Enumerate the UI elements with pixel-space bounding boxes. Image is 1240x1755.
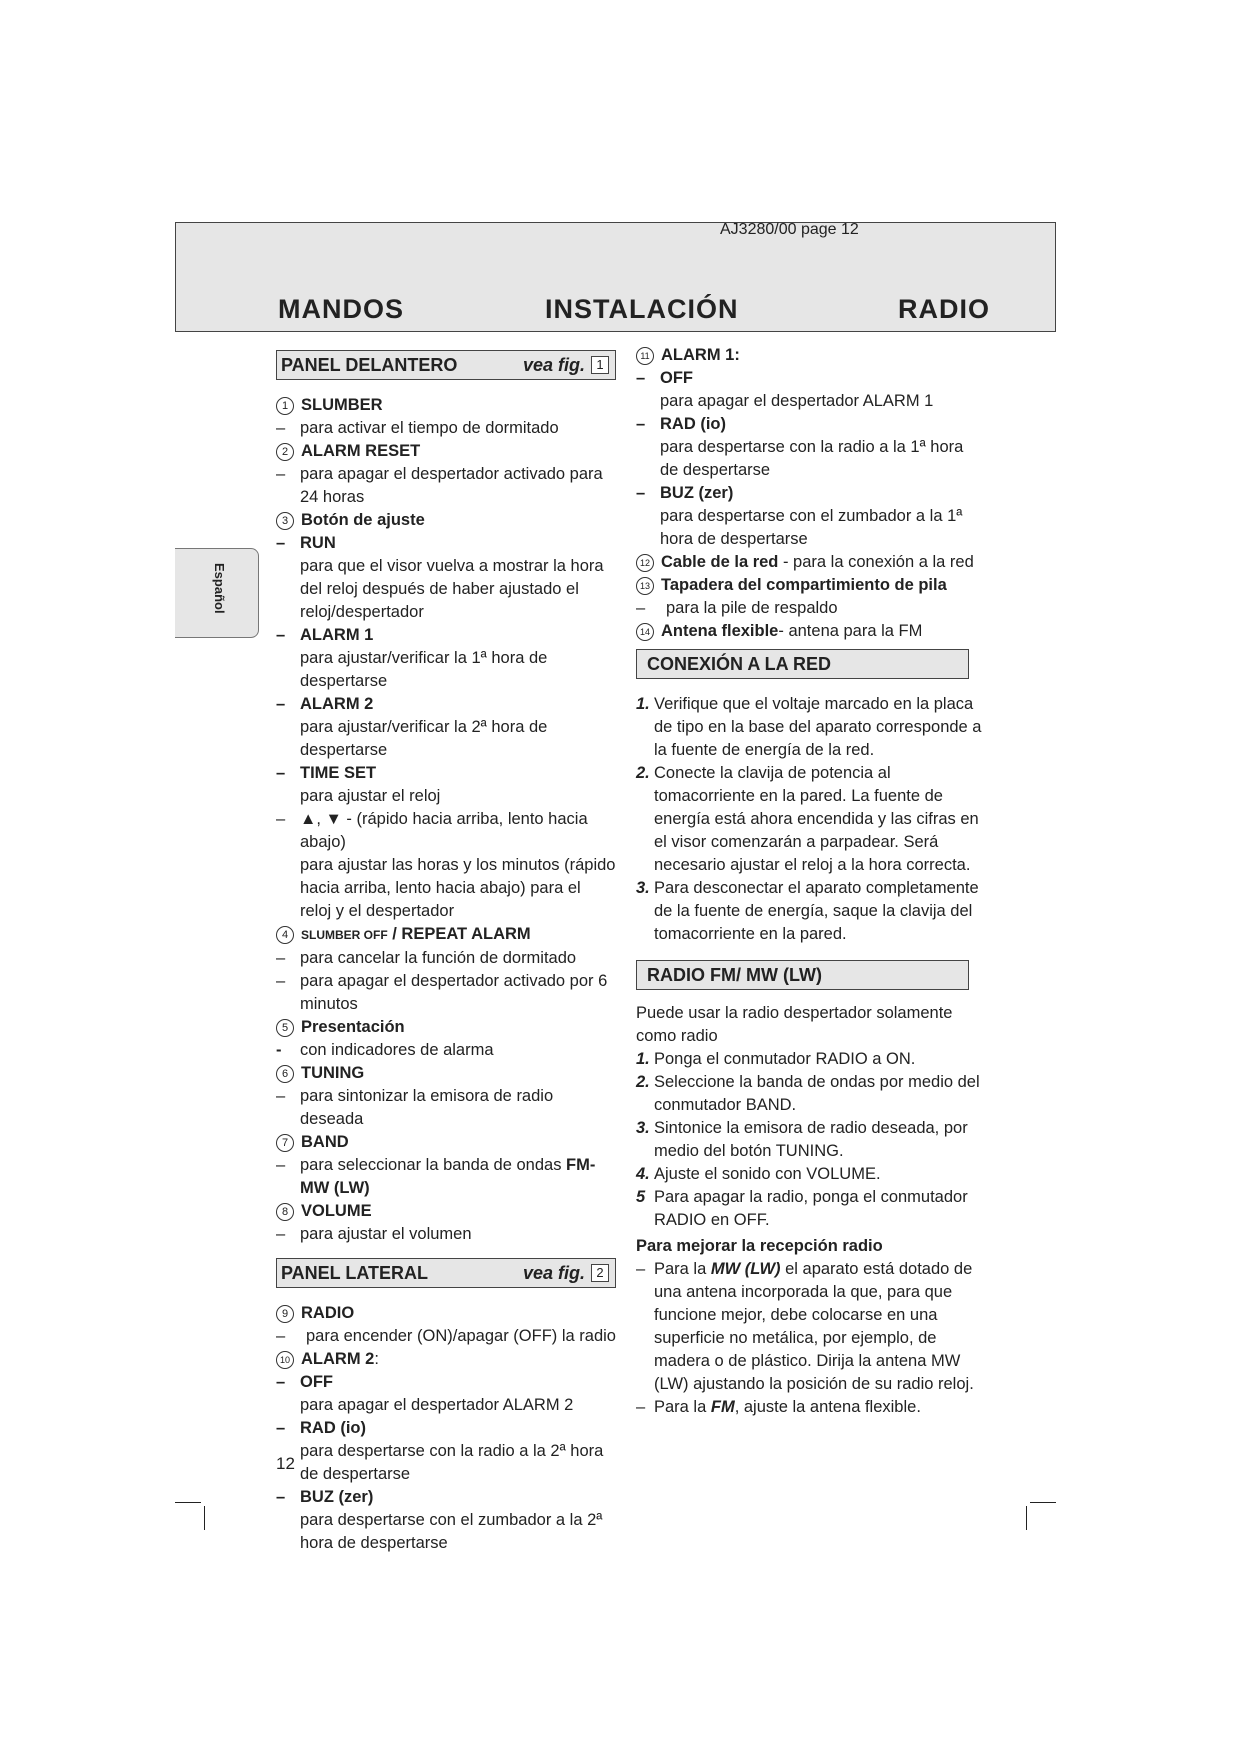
control-desc: - para la conexión a la red	[778, 553, 974, 571]
option-title: – RAD (io)	[636, 415, 726, 433]
option-title: – BUZ (zer)	[636, 484, 734, 502]
control-display	[276, 1016, 616, 1039]
control-desc: – para seleccionar la banda de ondas FM-MW (LW)	[276, 1156, 596, 1197]
option-title: – ▲, ▼ - (rápido hacia arriba, lento hacia abajo)	[276, 810, 588, 851]
option-title: – ALARM 1	[276, 626, 374, 644]
language-tab-label: Español	[212, 563, 227, 614]
control-desc: – para apagar el despertador activado por 6 minutos	[276, 972, 608, 1013]
callout-number: 4	[276, 926, 294, 944]
control-title: SLUMBER	[301, 396, 383, 414]
radio-intro: Puede usar la radio despertador solamente como radio	[636, 1004, 953, 1045]
side-panel-title: PANEL LATERAL	[281, 1262, 428, 1283]
page-number: 12	[276, 1454, 295, 1473]
option-title: – OFF	[276, 1373, 333, 1391]
control-battery-cover	[636, 574, 986, 597]
front-panel-title: PANEL DELANTERO	[281, 354, 458, 375]
control-title: ALARM RESET	[301, 442, 421, 460]
control-title: ALARM 2	[301, 1350, 375, 1368]
control-title: TUNING	[301, 1064, 365, 1082]
improve-reception-title: Para mejorar la recepción radio	[636, 1237, 883, 1255]
crop-mark	[204, 1506, 205, 1530]
control-title: SLUMBER OFF / REPEAT ALARM	[301, 925, 531, 943]
front-panel-heading	[276, 350, 616, 380]
option-desc: para despertarse con el zumbador a la 2ª hora de despertarse	[300, 1511, 603, 1552]
option-title: – RUN	[276, 534, 336, 552]
front-panel-fig-ref	[523, 354, 609, 377]
left-column	[276, 350, 616, 1555]
option-title: – ALARM 2	[276, 695, 374, 713]
reception-tip-mw: – Para la MW (LW) el aparato está dotado de una antena incorporada la que, para que funcione mejor, debe colocarse en una superficie no metálica, por ejemplo, de madera o de plástico. Dirija la antena MW (LW) ajustando la posición de su radio reloj.	[636, 1260, 974, 1393]
fig-number: 2	[591, 1264, 609, 1282]
mains-step: 1. Verifique que el voltaje marcado en la placa de tipo en la base del aparato corresponde a la fuente de energía de la red.	[636, 695, 982, 759]
fig-label: vea fig.	[522, 354, 585, 375]
option-desc: para que el visor vuelva a mostrar la hora del reloj después de haber ajustado el reloj/despertador	[300, 557, 604, 621]
control-desc: – para activar el tiempo de dormitado	[276, 419, 559, 437]
crop-mark	[175, 1502, 201, 1503]
control-desc: – para ajustar el volumen	[276, 1225, 472, 1243]
job-reference: AJ3280/00 page 12	[720, 221, 859, 238]
control-desc: – para encender (ON)/apagar (OFF) la radio	[276, 1327, 616, 1345]
callout-number: 14	[636, 623, 654, 641]
mains-step: 3. Para desconectar el aparato completamente de la fuente de energía, saque la clavija del tomacorriente en la pared.	[636, 879, 979, 943]
control-desc: – para cancelar la función de dormitado	[276, 949, 577, 967]
option-desc: para apagar el despertador ALARM 2	[300, 1396, 574, 1414]
header-radio: RADIO	[898, 294, 990, 324]
radio-step: 4. Ajuste el sonido con VOLUME.	[636, 1165, 881, 1183]
control-desc: - con indicadores de alarma	[276, 1041, 494, 1059]
crop-mark	[1030, 1502, 1056, 1503]
mains-step: 2. Conecte la clavija de potencia al tomacorriente en la pared. La fuente de energía está ahora encendida y las cifras en el visor comenzarán a parpadear. Será necesario ajustar el reloj a la hora correcta.	[636, 764, 979, 874]
control-antenna	[636, 620, 986, 643]
callout-number: 13	[636, 577, 654, 595]
crop-mark	[1026, 1506, 1027, 1530]
callout-number: 2	[276, 443, 294, 461]
control-adjust-button	[276, 509, 616, 532]
callout-number: 11	[636, 347, 654, 365]
option-title: – TIME SET	[276, 764, 377, 782]
control-title: RADIO	[301, 1304, 355, 1322]
control-tuning	[276, 1062, 616, 1085]
option-desc: para ajustar/verificar la 2ª hora de despertarse	[300, 718, 548, 759]
option-title: – RAD (io)	[276, 1419, 366, 1437]
reception-tip-fm: – Para la FM, ajuste la antena flexible.	[636, 1398, 921, 1416]
control-slumber-off	[276, 923, 616, 947]
language-tab	[175, 548, 259, 638]
control-desc: – para la pile de respaldo	[636, 599, 838, 617]
control-alarm-reset	[276, 440, 616, 463]
control-title: Antena flexible	[661, 622, 779, 640]
option-desc: para ajustar/verificar la 1ª hora de despertarse	[300, 649, 548, 690]
mains-title: CONEXIÓN A LA RED	[647, 653, 832, 674]
control-desc: – para apagar el despertador activado para 24 horas	[276, 465, 603, 506]
side-panel-fig-ref	[523, 1262, 609, 1285]
control-radio	[276, 1302, 616, 1325]
option-desc: para despertarse con la radio a la 2ª hora de despertarse	[300, 1442, 604, 1483]
control-volume	[276, 1200, 616, 1223]
control-title: Cable de la red	[661, 553, 779, 571]
right-column	[636, 344, 986, 1419]
control-power-cable	[636, 551, 986, 574]
mains-heading	[636, 649, 969, 679]
control-band	[276, 1131, 616, 1154]
control-desc: - antena para la FM	[778, 622, 923, 640]
callout-number: 1	[276, 397, 294, 415]
option-desc: para despertarse con el zumbador a la 1ª hora de despertarse	[660, 507, 963, 548]
fig-number: 1	[591, 356, 609, 374]
control-slumber	[276, 394, 616, 417]
callout-number: 10	[276, 1351, 294, 1369]
side-panel-heading	[276, 1258, 616, 1288]
header-mandos: MANDOS	[278, 294, 404, 324]
control-title: Tapadera del compartimiento de pila	[661, 576, 947, 594]
control-title: ALARM 1:	[661, 346, 740, 364]
option-desc: para despertarse con la radio a la 1ª hora de despertarse	[660, 438, 964, 479]
callout-number: 9	[276, 1305, 294, 1323]
option-desc: para ajustar las horas y los minutos (rápido hacia arriba, lento hacia abajo) para el reloj y el despertador	[300, 856, 616, 920]
control-title: BAND	[301, 1133, 349, 1151]
radio-step: 3. Sintonice la emisora de radio deseada, por medio del botón TUNING.	[636, 1119, 968, 1160]
radio-step: 1. Ponga el conmutador RADIO a ON.	[636, 1050, 916, 1068]
callout-number: 3	[276, 512, 294, 530]
callout-number: 12	[636, 554, 654, 572]
option-title: – BUZ (zer)	[276, 1488, 374, 1506]
control-title: Presentación	[301, 1018, 405, 1036]
callout-number: 7	[276, 1134, 294, 1152]
radio-step: 5 Para apagar la radio, ponga el conmutador RADIO en OFF.	[636, 1188, 968, 1229]
fig-label: vea fig.	[522, 1262, 585, 1283]
control-title: VOLUME	[301, 1202, 372, 1220]
radio-heading	[636, 960, 969, 990]
option-desc: para apagar el despertador ALARM 1	[660, 392, 934, 410]
radio-step: 2. Seleccione la banda de ondas por medio del conmutador BAND.	[636, 1073, 980, 1114]
control-alarm1	[636, 344, 986, 367]
control-title: Botón de ajuste	[301, 511, 425, 529]
callout-number: 8	[276, 1203, 294, 1221]
control-desc: – para sintonizar la emisora de radio deseada	[276, 1087, 554, 1128]
callout-number: 6	[276, 1065, 294, 1083]
callout-number: 5	[276, 1019, 294, 1037]
option-desc: para ajustar el reloj	[300, 787, 441, 805]
option-title: – OFF	[636, 369, 693, 387]
radio-title: RADIO FM/ MW (LW)	[647, 964, 822, 985]
header-instalacion: INSTALACIÓN	[545, 294, 739, 324]
control-alarm2: 10 ALARM 2 :	[276, 1348, 616, 1371]
